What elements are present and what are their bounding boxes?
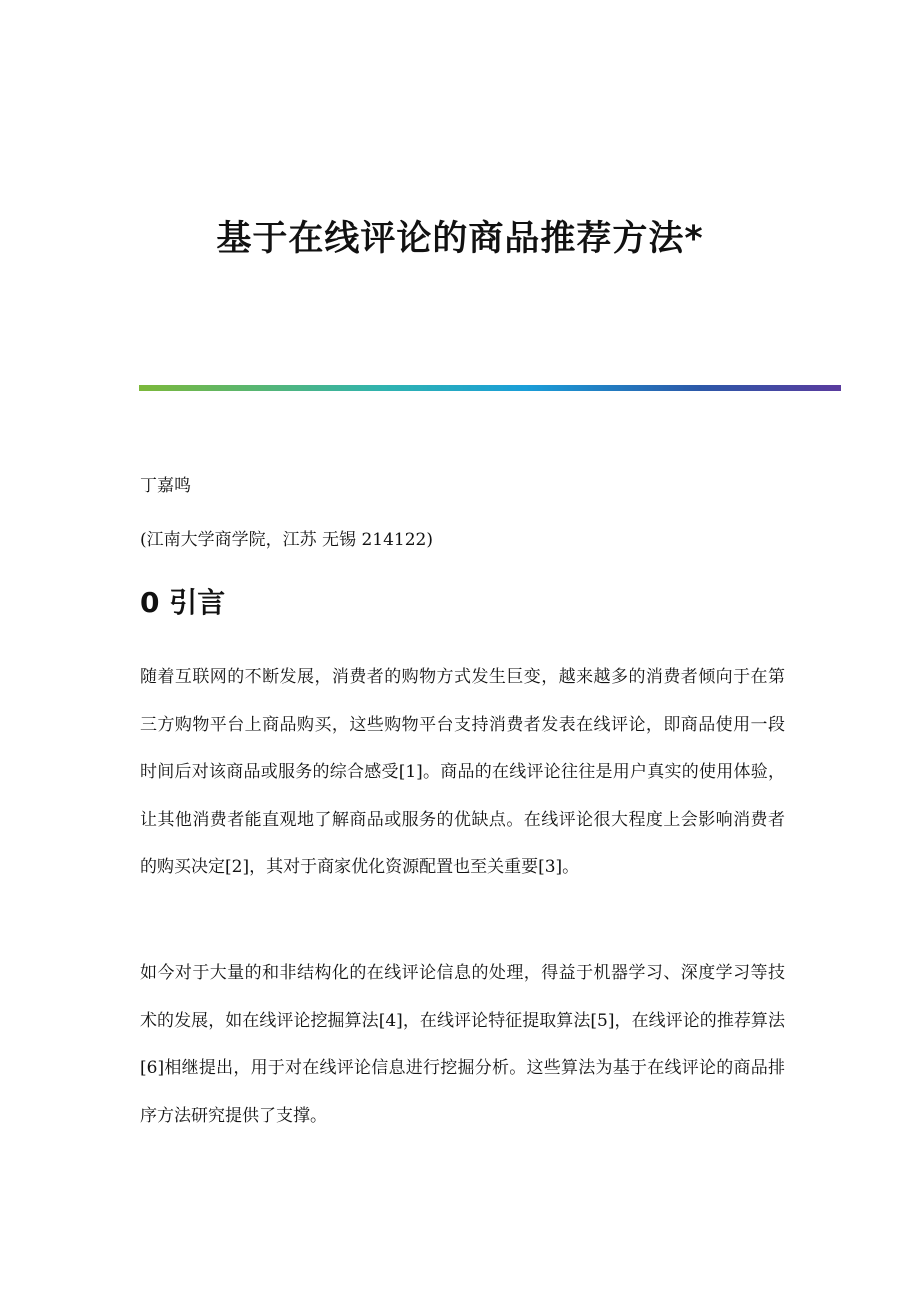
author-affiliation: (江南大学商学院，江苏 无锡 214122)	[140, 530, 433, 550]
body-paragraph: 随着互联网的不断发展，消费者的购物方式发生巨变，越来越多的消费者倾向于在第三方购物平台上商品购买，这些购物平台支持消费者发表在线评论，即商品使用一段时间后对该商品或服务的综合感受[1]。商品的在线评论往往是用户真实的使用体验，让其他消费者能直观地了解商品或服务的优缺点。在线评论很大程度上会影响消费者的购买决定[2]，其对于商家优化资源配置也至关重要[3]。	[140, 667, 785, 877]
section-heading: 0 引言	[140, 586, 226, 619]
title-divider	[139, 385, 841, 391]
document-title: 基于在线评论的商品推荐方法*	[216, 219, 704, 259]
author-name: 丁嘉鸣	[140, 476, 191, 496]
body-paragraph: 如今对于大量的和非结构化的在线评论信息的处理，得益于机器学习、深度学习等技术的发展，如在线评论挖掘算法[4]，在线评论特征提取算法[5]，在线评论的推荐算法[6]相继提出，用于对在线评论信息进行挖掘分析。这些算法为基于在线评论的商品排序方法研究提供了支撑。	[140, 963, 785, 1126]
